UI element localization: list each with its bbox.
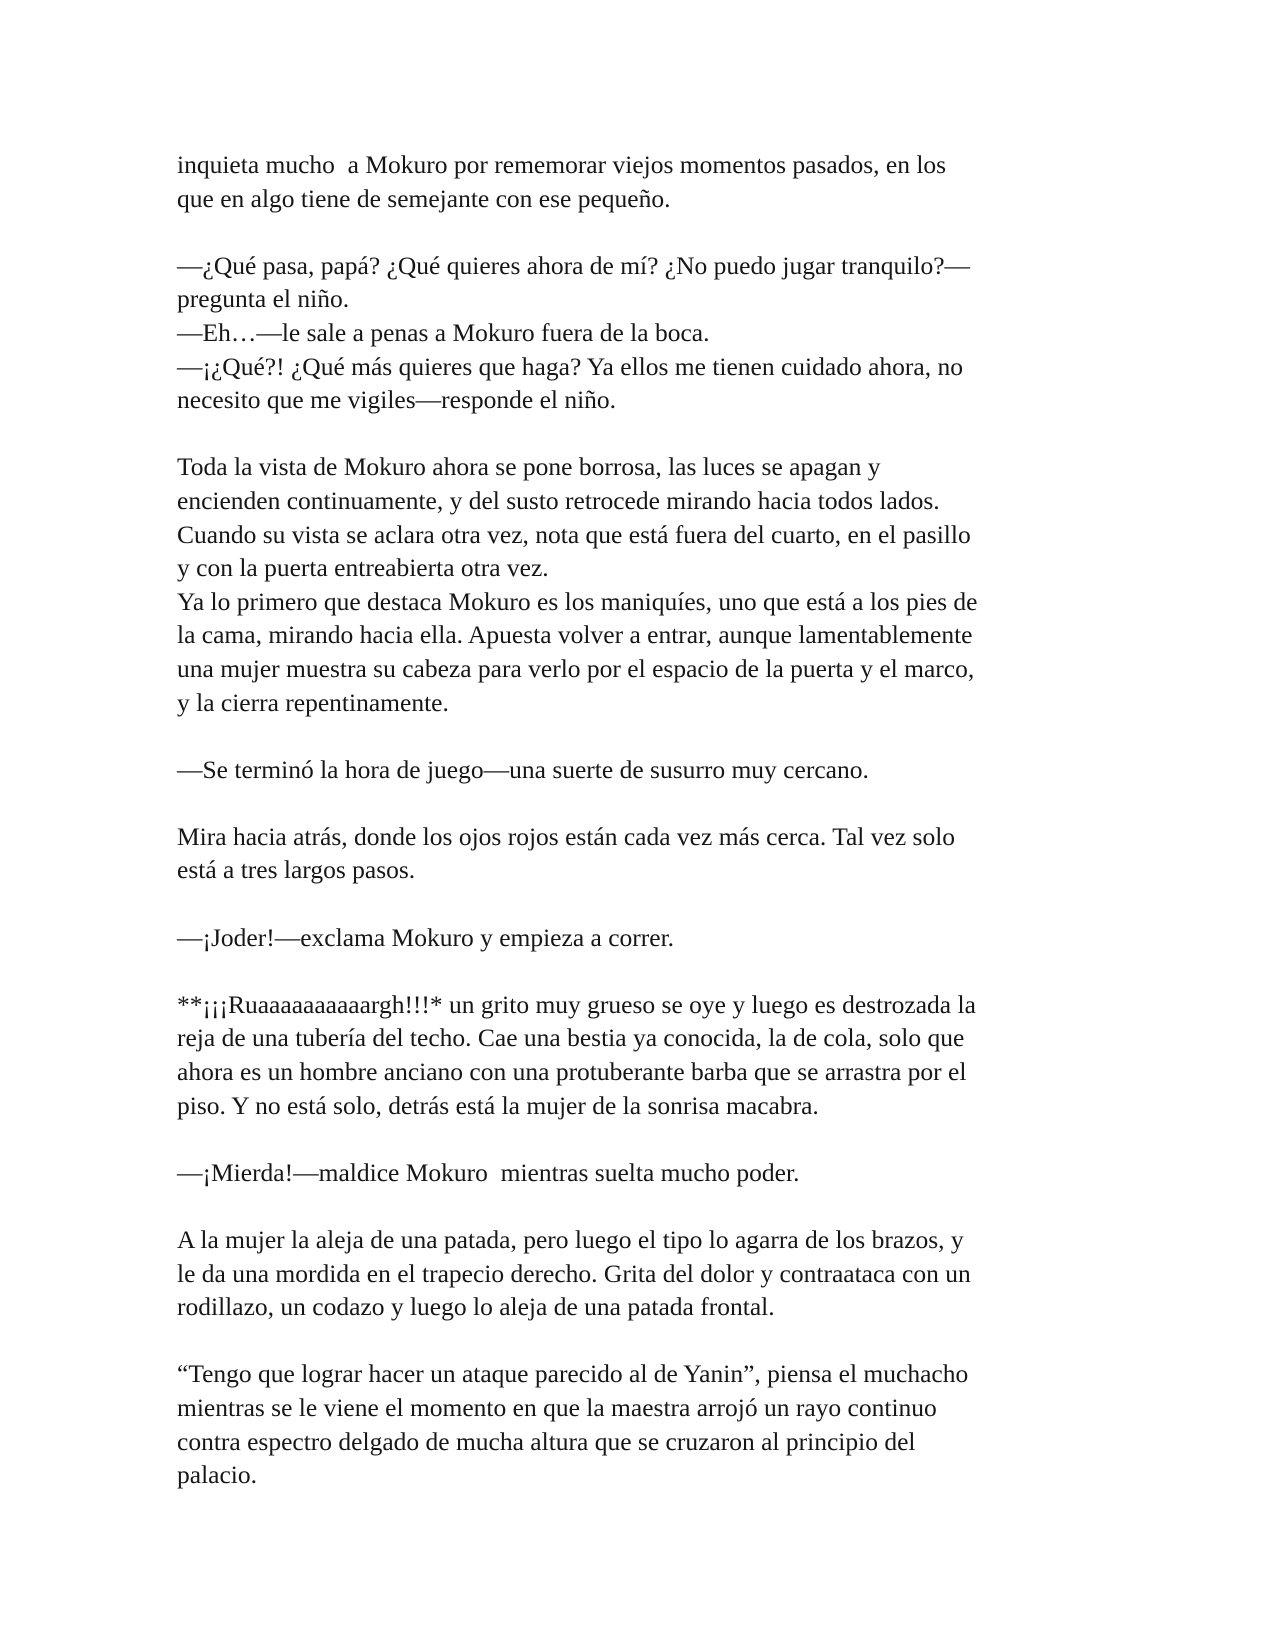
paragraph-gap (177, 887, 1117, 921)
paragraph-gap (177, 719, 1117, 753)
paragraph (177, 988, 1117, 1122)
paragraph (177, 148, 1117, 215)
paragraph (177, 1223, 1117, 1324)
text-line: —¿Qué pasa, papá? ¿Qué quieres ahora de mí? ¿No puedo jugar tranquilo?— (177, 250, 971, 280)
text-line: una mujer muestra su cabeza para verlo por el espacio de la puerta y el marco, (177, 653, 975, 683)
paragraph (177, 1357, 1117, 1491)
text-line: encienden continuamente, y del susto retrocede mirando hacia todos lados. (177, 485, 940, 515)
text-line: A la mujer la aleja de una patada, pero luego el tipo lo agarra de los brazos, y (177, 1225, 964, 1254)
text-line: Toda la vista de Mokuro ahora se pone borrosa, las luces se apagan y (177, 452, 881, 482)
paragraph-gap (177, 954, 1117, 988)
text-line: —Eh…—le sale a penas a Mokuro fuera de la boca. (177, 317, 710, 347)
text-line: **¡¡¡Ruaaaaaaaaaargh!!!* un grito muy grueso se oye y luego es destrozada la (177, 989, 976, 1019)
paragraph-gap (177, 1189, 1117, 1223)
paragraph-gap (177, 786, 1117, 820)
paragraph (177, 450, 1117, 719)
text-line: “Tengo que lograr hacer un ataque parecido al de Yanin”, piensa el muchacho (177, 1359, 969, 1389)
text-line: Cuando su vista se aclara otra vez, nota que está fuera del cuarto, en el pasillo (177, 519, 971, 549)
text-line: que en algo tiene de semejante con ese pequeño. (177, 183, 671, 213)
text-line: le da una mordida en el trapecio derecho. Grita del dolor y contraataca con un (177, 1258, 971, 1288)
paragraph-gap (177, 1122, 1117, 1156)
paragraph (177, 1156, 1117, 1190)
paragraph (177, 820, 1117, 887)
paragraph (177, 753, 1117, 787)
text-line: la cama, mirando hacia ella. Apuesta volver a entrar, aunque lamentablemente (177, 620, 973, 650)
document-body (177, 148, 1117, 1492)
text-line: piso. Y no está solo, detrás está la mujer de la sonrisa macabra. (177, 1090, 819, 1120)
text-line: rodillazo, un codazo y luego lo aleja de una patada frontal. (177, 1292, 775, 1322)
text-line: palacio. (177, 1460, 257, 1490)
paragraph (177, 249, 1117, 417)
text-line: —Se terminó la hora de juego—una suerte de susurro muy cercano. (177, 754, 869, 784)
text-line: reja de una tubería del techo. Cae una bestia ya conocida, la de cola, solo que (177, 1023, 965, 1053)
text-line: contra espectro delgado de mucha altura que se cruzaron al principio del (177, 1426, 916, 1456)
text-line: y con la puerta entreabierta otra vez. (177, 553, 549, 583)
text-line: pregunta el niño. (177, 284, 350, 314)
paragraph-gap (177, 1324, 1117, 1358)
text-line: Ya lo primero que destaca Mokuro es los maniquíes, uno que está a los pies de (177, 586, 978, 616)
text-line: y la cierra repentinamente. (177, 687, 449, 717)
text-line: está a tres largos pasos. (177, 855, 416, 885)
text-line: —¡Mierda!—maldice Mokuro mientras suelta mucho poder. (177, 1157, 800, 1187)
paragraph-gap (177, 417, 1117, 451)
paragraph-gap (177, 215, 1117, 249)
text-line: mientras se le viene el momento en que la maestra arrojó un rayo continuo (177, 1392, 937, 1422)
text-line: —¡¿Qué?! ¿Qué más quieres que haga? Ya ellos me tienen cuidado ahora, no (177, 351, 963, 381)
text-line: ahora es un hombre anciano con una protuberante barba que se arrastra por el (177, 1057, 967, 1087)
text-line: Mira hacia atrás, donde los ojos rojos están cada vez más cerca. Tal vez solo (177, 821, 956, 851)
text-line: necesito que me vigiles—responde el niño. (177, 385, 617, 415)
paragraph (177, 921, 1117, 955)
text-line: —¡Joder!—exclama Mokuro y empieza a correr. (177, 922, 675, 952)
text-line: inquieta mucho a Mokuro por rememorar viejos momentos pasados, en los (177, 150, 947, 179)
